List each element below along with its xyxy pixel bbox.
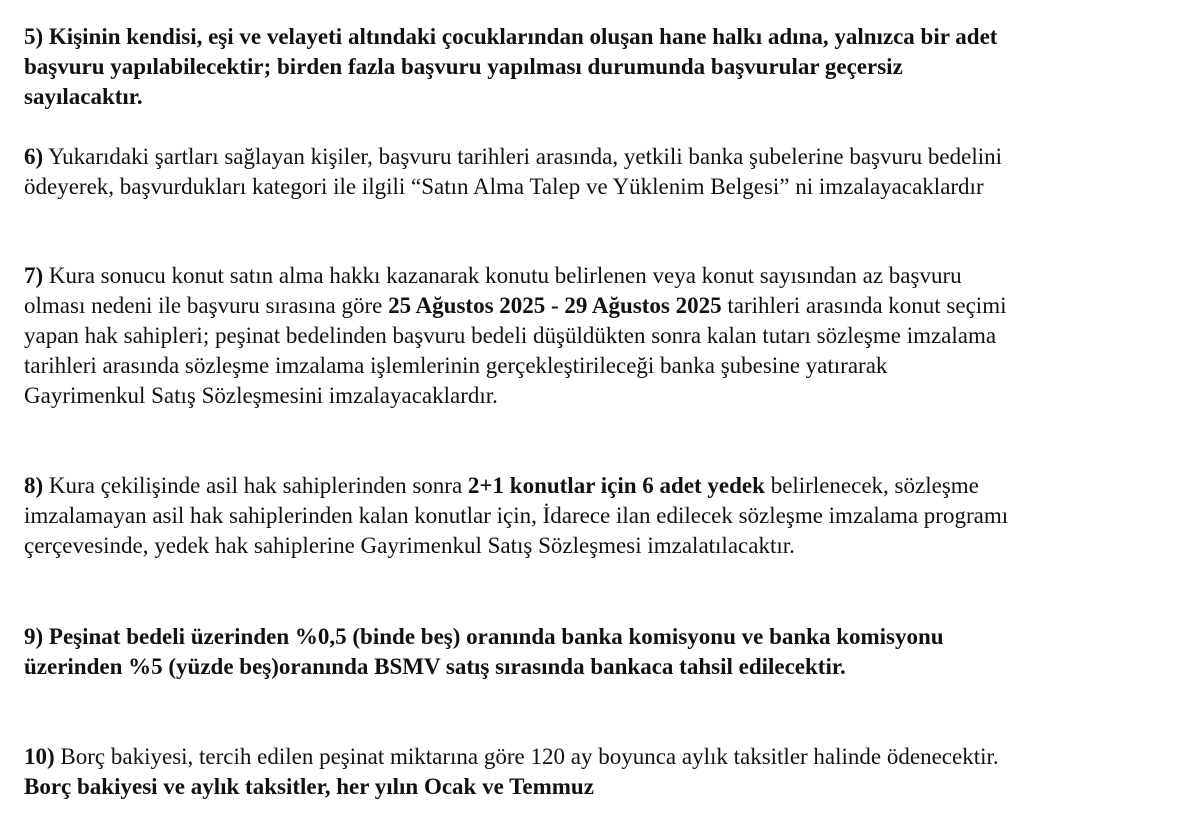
- paragraph-7-line-2: [24, 291, 1184, 321]
- paragraph-8-line-3: çerçevesinde, yedek hak sahiplerine Gayrimenkul Satış Sözleşmesi imzalatılacaktır.: [24, 533, 795, 558]
- paragraph-8-number: 8): [24, 473, 44, 498]
- paragraph-6-text-1: Yukarıdaki şartları sağlayan kişiler, başvuru tarihleri arasında, yetkili banka şubelerine başvuru bedelini: [48, 144, 1002, 169]
- paragraph-7-line-3: yapan hak sahipleri; peşinat bedelinden başvuru bedeli düşüldükten sonra kalan tutarı sözleşme imzalama: [24, 323, 997, 348]
- paragraph-8: [24, 471, 1184, 561]
- paragraph-10: [24, 742, 1184, 802]
- reserve-count-highlight: 2+1 konutlar için 6 adet yedek: [467, 473, 765, 498]
- paragraph-7-line-4: tarihleri arasında sözleşme imzalama işlemlerinin gerçekleştirileceği banka şubesine yatırarak: [24, 353, 888, 378]
- paragraph-10-line-2: Borç bakiyesi ve aylık taksitler, her yılın Ocak ve Temmuz: [24, 774, 594, 799]
- paragraph-5-line-1: [24, 22, 1184, 52]
- paragraph-5-number: 5): [24, 24, 44, 49]
- paragraph-5-line-3: sayılacaktır.: [24, 84, 143, 109]
- paragraph-10-text-1: Borç bakiyesi, tercih edilen peşinat miktarına göre 120 ay boyunca aylık taksitler halinde ödenecektir.: [60, 744, 999, 769]
- paragraph-7: [24, 261, 1184, 411]
- paragraph-7-text-2c: tarihleri arasında konut seçimi: [727, 293, 1007, 318]
- paragraph-6-line-2: ödeyerek, başvurdukları kategori ile ilgili “Satın Alma Talep ve Yüklenim Belgesi” ni imzalayacaklardır: [24, 174, 984, 199]
- paragraph-7-line-5: Gayrimenkul Satış Sözleşmesini imzalayacaklardır.: [24, 383, 498, 408]
- paragraph-7-number: 7): [24, 263, 44, 288]
- paragraph-7-text-2a: olması nedeni ile başvuru sırasına göre: [24, 293, 383, 318]
- paragraph-8-line-1: [24, 471, 1184, 501]
- paragraph-10-line-1: [24, 742, 1184, 772]
- paragraph-9-line-1: [24, 622, 1184, 652]
- paragraph-8-line-2: imzalamayan asil hak sahiplerinden kalan konutlar için, İdarece ilan edilecek sözleşme imzalama programı: [24, 503, 1009, 528]
- selection-date-range: 25 Ağustos 2025 - 29 Ağustos 2025: [388, 293, 722, 318]
- paragraph-7-line-1: [24, 261, 1184, 291]
- paragraph-8-text-1c: belirlenecek, sözleşme: [770, 473, 979, 498]
- paragraph-9-number: 9): [24, 624, 44, 649]
- paragraph-8-text-1a: Kura çekilişinde asil hak sahiplerinden sonra: [48, 473, 463, 498]
- paragraph-9-text-1: Peşinat bedeli üzerinden %0,5 (binde beş) oranında banka komisyonu ve banka komisyonu: [48, 624, 944, 649]
- paragraph-9: [24, 622, 1184, 682]
- paragraph-6: [24, 142, 1184, 202]
- paragraph-5-line-2: başvuru yapılabilecektir; birden fazla başvuru yapılması durumunda başvurular geçersiz: [24, 54, 903, 79]
- paragraph-7-text-1: Kura sonucu konut satın alma hakkı kazanarak konutu belirlenen veya konut sayısından az başvuru: [48, 263, 962, 288]
- paragraph-5: [24, 22, 1184, 112]
- paragraph-5-text-1: Kişinin kendisi, eşi ve velayeti altındaki çocuklarından oluşan hane halkı adına, yalnızca bir adet: [48, 24, 998, 49]
- paragraph-10-number: 10): [24, 744, 55, 769]
- paragraph-9-line-2: üzerinden %5 (yüzde beş)oranında BSMV satış sırasında bankaca tahsil edilecektir.: [24, 654, 846, 679]
- paragraph-6-number: 6): [24, 144, 44, 169]
- paragraph-6-line-1: [24, 142, 1184, 172]
